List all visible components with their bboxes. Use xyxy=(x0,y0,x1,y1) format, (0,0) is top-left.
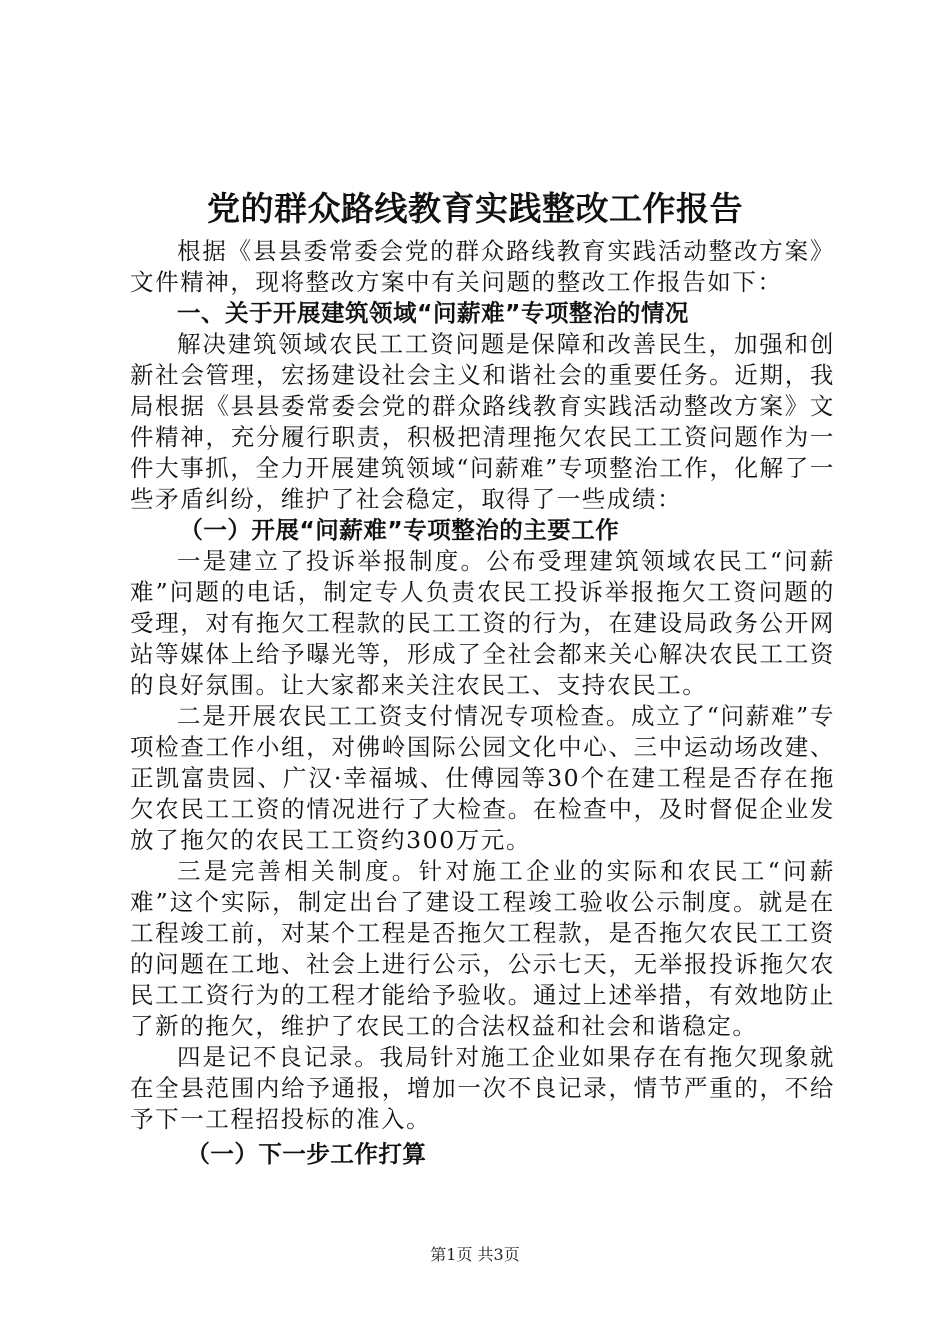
document-body xyxy=(130,236,835,1170)
section-1-heading: 一、关于开展建筑领域“问薪难”专项整治的情况 xyxy=(177,299,689,327)
document-title: 党的群众路线教育实践整改工作报告 xyxy=(207,189,743,228)
item-4-paragraph: 四是记不良记录。我局针对施工企业如果存在有拖欠现象就在全县范围内给予通报，增加一次不良记录，情节严重的，不给予下一工程招投标的准入。 xyxy=(130,1043,835,1133)
subsection-2-heading: （一）下一步工作打算 xyxy=(186,1140,427,1168)
section-1-paragraph: 解决建筑领域农民工工资问题是保障和改善民生，加强和创新社会管理，宏扬建设社会主义和谐社会的重要任务。近期，我局根据《县县委常委会党的群众路线教育实践活动整改方案》文件精神，充分履行职责，积极把清理拖欠农民工工资问题作为一件大事抓，全力开展建筑领域“问薪难”专项整治工作，化解了一些矛盾纠纷，维护了社会稳定，取得了一些成绩： xyxy=(130,330,835,513)
subsection-1-heading: （一）开展“问薪难”专项整治的主要工作 xyxy=(179,516,620,544)
item-1-paragraph: 一是建立了投诉举报制度。公布受理建筑领域农民工“问薪难”问题的电话，制定专人负责农民工投诉举报拖欠工资问题的受理，对有拖欠工程款的民工工资的行为，在建设局政务公开网站等媒体上给予曝光等，形成了全社会都来关心解决农民工工资的良好氛围。让大家都来关注农民工、支持农民工。 xyxy=(130,547,835,699)
item-3-paragraph: 三是完善相关制度。针对施工企业的实际和农民工“问薪难”这个实际，制定出台了建设工程竣工验收公示制度。就是在工程竣工前，对某个工程是否拖欠工程款，是否拖欠农民工工资的问题在工地、社会上进行公示，公示七天，无举报投诉拖欠农民工工资行为的工程才能给予验收。通过上述举措，有效地防止了新的拖欠，维护了农民工的合法权益和社会和谐稳定。 xyxy=(130,857,835,1040)
page-number: 第1页 共3页 xyxy=(430,1245,520,1264)
intro-paragraph: 根据《县县委常委会党的群众路线教育实践活动整改方案》文件精神，现将整改方案中有关问题的整改工作报告如下： xyxy=(130,237,835,296)
item-2-paragraph: 二是开展农民工工资支付情况专项检查。成立了“问薪难”专项检查工作小组，对佛岭国际公园文化中心、三中运动场改建、正凯富贵园、广汉·幸福城、仕傅园等30个在建工程是否存在拖欠农民工工资的情况进行了大检查。在检查中，及时督促企业发放了拖欠的农民工工资约300万元。 xyxy=(130,702,835,854)
